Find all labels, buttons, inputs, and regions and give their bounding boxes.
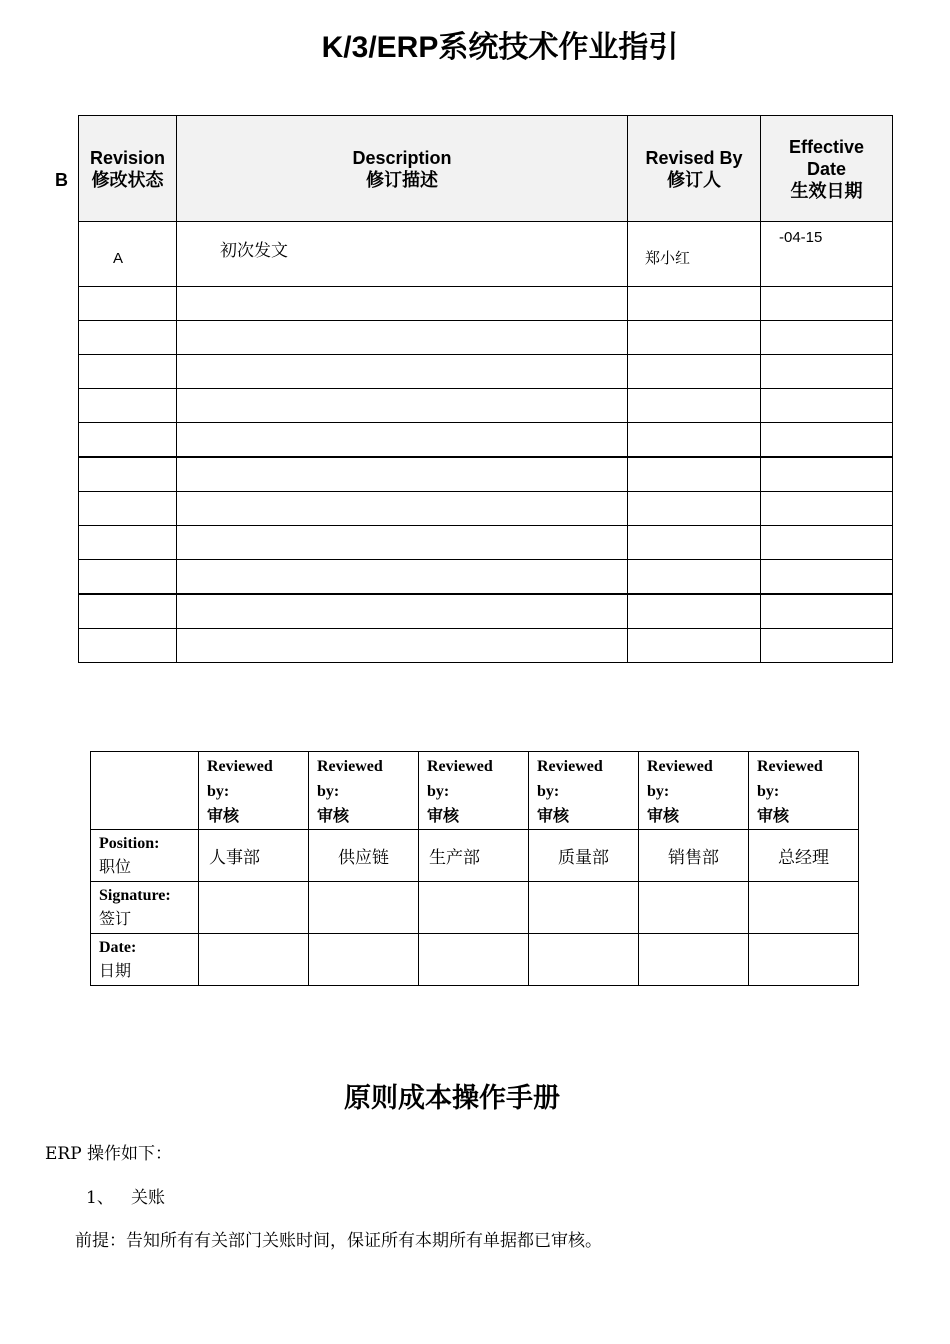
description-cell: 初次发文 bbox=[177, 222, 628, 287]
reviewed-by-header bbox=[639, 752, 749, 830]
date-cell[interactable] bbox=[419, 934, 529, 986]
position-row bbox=[91, 830, 859, 882]
position-label-zh: 职位 bbox=[99, 859, 132, 876]
reviewed-by-label: Reviewed by: bbox=[427, 758, 493, 800]
revised-by-col-en: Revised By bbox=[645, 147, 743, 168]
empty-cell bbox=[177, 594, 628, 629]
empty-cell bbox=[79, 287, 177, 321]
premise-text: 前提：告知所有有关部门关账时间，保证所有本期所有单据都已审核。 bbox=[75, 1231, 602, 1251]
date-cell[interactable] bbox=[749, 934, 859, 986]
reviewed-by-header bbox=[749, 752, 859, 830]
empty-cell bbox=[628, 560, 761, 595]
date-row bbox=[91, 934, 859, 986]
position-cell: 供应链 bbox=[309, 830, 419, 882]
table-row bbox=[79, 389, 893, 423]
empty-cell bbox=[628, 594, 761, 629]
reviewed-by-label: Reviewed by: bbox=[207, 758, 273, 800]
empty-cell bbox=[628, 389, 761, 423]
position-cell: 人事部 bbox=[199, 830, 309, 882]
position-cell: 质量部 bbox=[529, 830, 639, 882]
position-cell: 生产部 bbox=[419, 830, 529, 882]
date-cell[interactable] bbox=[199, 934, 309, 986]
empty-cell bbox=[761, 457, 893, 492]
signature-label-en: Signature: bbox=[99, 887, 171, 904]
empty-cell bbox=[177, 389, 628, 423]
position-cell: 销售部 bbox=[639, 830, 749, 882]
table-row bbox=[79, 457, 893, 492]
empty-cell bbox=[761, 321, 893, 355]
table-row bbox=[79, 560, 893, 595]
revision-cell: A bbox=[79, 222, 177, 287]
empty-cell bbox=[761, 423, 893, 458]
reviewed-by-label: Reviewed by: bbox=[537, 758, 603, 800]
empty-cell bbox=[79, 492, 177, 526]
effective-date-col-header bbox=[761, 116, 893, 222]
empty-cell bbox=[177, 423, 628, 458]
empty-cell bbox=[628, 492, 761, 526]
empty-cell bbox=[177, 457, 628, 492]
description-col-header bbox=[177, 116, 628, 222]
position-label-en: Position: bbox=[99, 835, 160, 852]
manual-title: 原则成本操作手册 bbox=[344, 1083, 560, 1114]
empty-cell bbox=[628, 457, 761, 492]
revision-table bbox=[78, 115, 893, 663]
signature-cell[interactable] bbox=[199, 882, 309, 934]
signature-cell[interactable] bbox=[419, 882, 529, 934]
table-row bbox=[79, 492, 893, 526]
revision-col-header bbox=[79, 116, 177, 222]
table-row bbox=[79, 423, 893, 458]
document-title: K/3/ERP系统技术作业指引 bbox=[321, 31, 679, 64]
revision-col-en: Revision bbox=[89, 147, 166, 168]
revision-col-zh: 修改状态 bbox=[91, 169, 164, 190]
empty-cell bbox=[761, 389, 893, 423]
review-header-row bbox=[91, 752, 859, 830]
empty-cell bbox=[628, 355, 761, 389]
effective-date-col-zh: 生效日期 bbox=[790, 180, 863, 201]
signature-cell[interactable] bbox=[529, 882, 639, 934]
reviewed-by-label: Reviewed by: bbox=[647, 758, 713, 800]
empty-cell bbox=[761, 355, 893, 389]
position-label bbox=[91, 830, 199, 882]
review-table bbox=[90, 751, 859, 986]
position-cell: 总经理 bbox=[749, 830, 859, 882]
reviewed-by-zh: 审核 bbox=[317, 808, 350, 825]
table-row bbox=[79, 355, 893, 389]
table-row bbox=[79, 321, 893, 355]
empty-cell bbox=[628, 287, 761, 321]
reviewed-by-header bbox=[309, 752, 419, 830]
empty-cell bbox=[177, 526, 628, 560]
empty-cell bbox=[177, 287, 628, 321]
empty-cell bbox=[177, 321, 628, 355]
empty-cell bbox=[79, 526, 177, 560]
empty-cell bbox=[177, 492, 628, 526]
empty-cell bbox=[177, 629, 628, 663]
empty-cell bbox=[79, 321, 177, 355]
empty-cell bbox=[79, 423, 177, 458]
reviewed-by-zh: 审核 bbox=[537, 808, 570, 825]
empty-cell bbox=[761, 287, 893, 321]
table-row bbox=[79, 287, 893, 321]
empty-cell bbox=[79, 355, 177, 389]
signature-cell[interactable] bbox=[639, 882, 749, 934]
empty-cell bbox=[761, 560, 893, 595]
signature-cell[interactable] bbox=[309, 882, 419, 934]
empty-cell bbox=[79, 457, 177, 492]
empty-cell bbox=[79, 594, 177, 629]
description-col-zh: 修订描述 bbox=[366, 169, 438, 190]
table-row bbox=[79, 594, 893, 629]
signature-label-zh: 签订 bbox=[99, 911, 132, 928]
reviewed-by-label: Reviewed by: bbox=[317, 758, 383, 800]
date-cell[interactable] bbox=[639, 934, 749, 986]
reviewed-by-header bbox=[199, 752, 309, 830]
reviewed-by-zh: 审核 bbox=[207, 808, 240, 825]
empty-cell bbox=[177, 560, 628, 595]
date-label-en: Date: bbox=[99, 939, 137, 956]
empty-cell bbox=[761, 594, 893, 629]
reviewed-by-zh: 审核 bbox=[757, 808, 790, 825]
signature-cell[interactable] bbox=[749, 882, 859, 934]
reviewed-by-zh: 审核 bbox=[647, 808, 680, 825]
table-row bbox=[79, 222, 893, 287]
empty-cell bbox=[79, 629, 177, 663]
date-cell[interactable] bbox=[309, 934, 419, 986]
revised-by-col-header bbox=[628, 116, 761, 222]
empty-cell bbox=[761, 492, 893, 526]
empty-cell bbox=[761, 629, 893, 663]
signature-label bbox=[91, 882, 199, 934]
effective-date-col-en: Effective Date bbox=[788, 136, 865, 179]
empty-cell bbox=[91, 752, 199, 830]
effective-date-cell: -04-15 bbox=[761, 222, 893, 287]
date-label-zh: 日期 bbox=[99, 963, 132, 980]
empty-cell bbox=[761, 526, 893, 560]
reviewed-by-header bbox=[529, 752, 639, 830]
date-label bbox=[91, 934, 199, 986]
empty-cell bbox=[628, 629, 761, 663]
empty-cell bbox=[628, 526, 761, 560]
reviewed-by-header bbox=[419, 752, 529, 830]
step-title: 关账 bbox=[131, 1188, 165, 1208]
intro-text: ERP 操作如下： bbox=[45, 1144, 173, 1164]
table-row bbox=[79, 526, 893, 560]
date-cell[interactable] bbox=[529, 934, 639, 986]
empty-cell bbox=[628, 423, 761, 458]
revised-by-cell: 郑小红 bbox=[628, 222, 761, 287]
reviewed-by-zh: 审核 bbox=[427, 808, 460, 825]
step-number: 1、 bbox=[86, 1188, 114, 1208]
empty-cell bbox=[177, 355, 628, 389]
revision-header-row bbox=[79, 116, 893, 222]
side-label: B bbox=[55, 170, 68, 190]
empty-cell bbox=[79, 389, 177, 423]
empty-cell bbox=[628, 321, 761, 355]
table-row bbox=[79, 629, 893, 663]
signature-row bbox=[91, 882, 859, 934]
revised-by-col-zh: 修订人 bbox=[667, 169, 721, 190]
description-col-en: Description bbox=[352, 147, 452, 168]
empty-cell bbox=[79, 560, 177, 595]
reviewed-by-label: Reviewed by: bbox=[757, 758, 823, 800]
